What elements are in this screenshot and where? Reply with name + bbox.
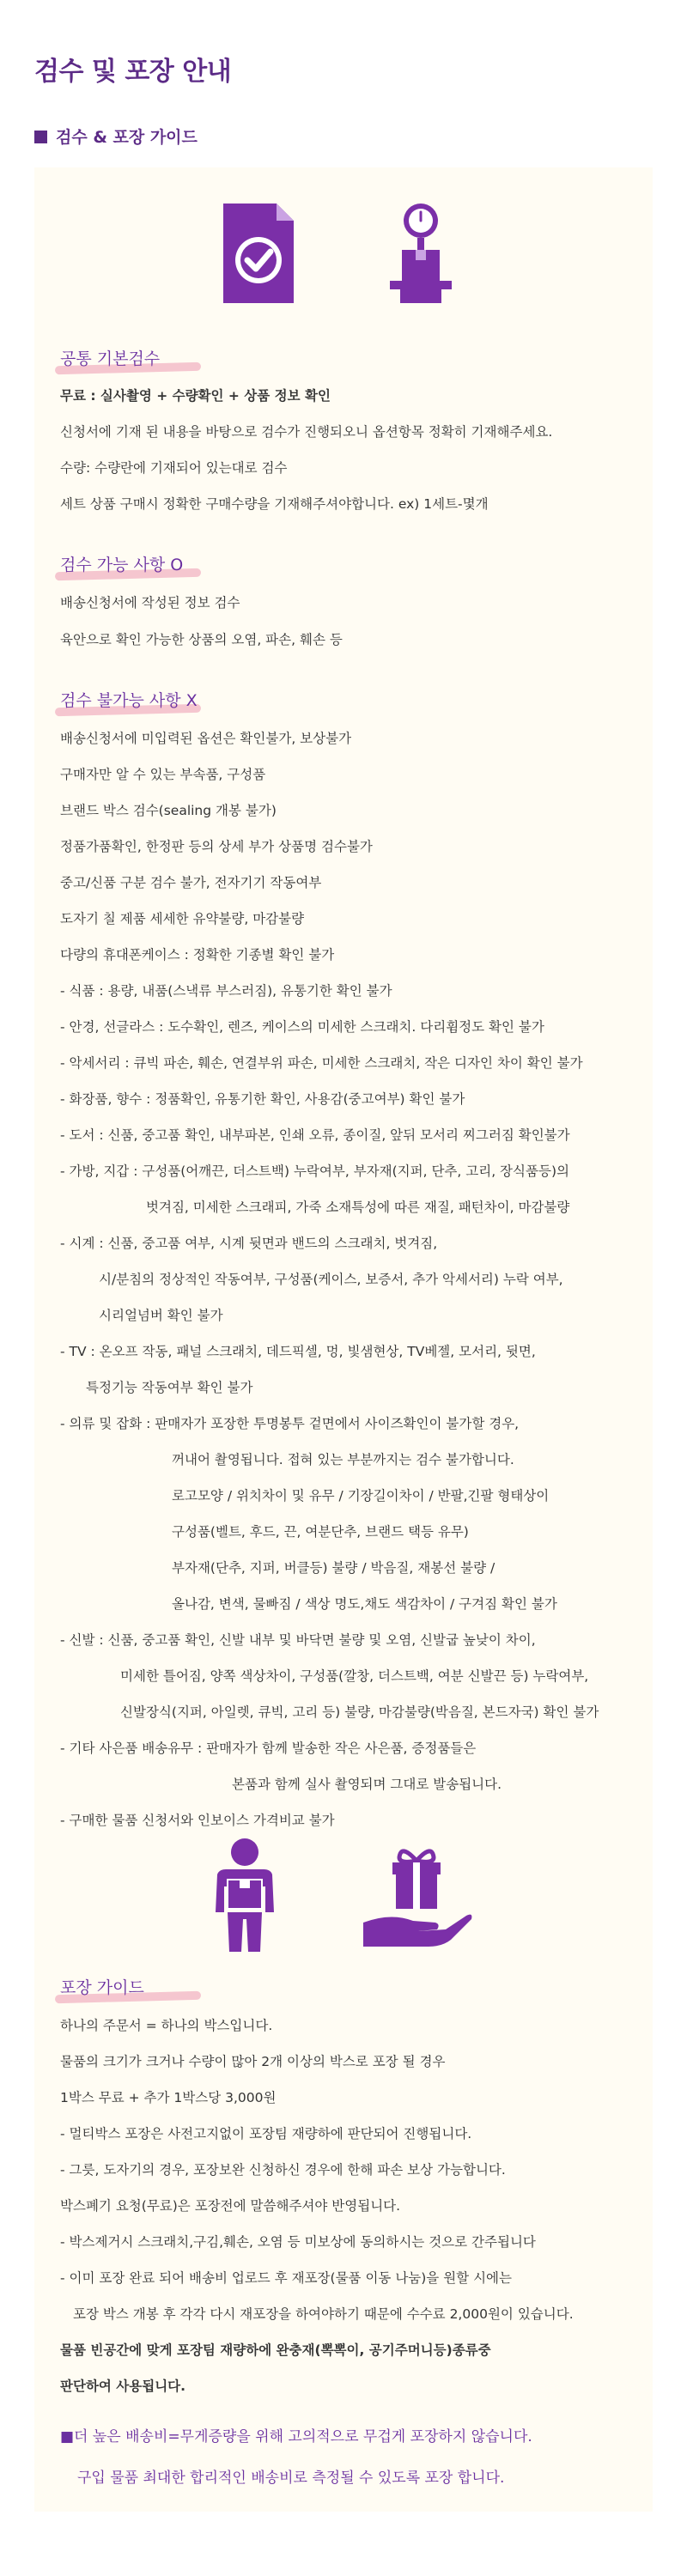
impossible-line: 브랜드 박스 검수(sealing 개봉 불가) bbox=[60, 803, 277, 818]
impossible-line: 시리얼넘버 확인 불가 bbox=[99, 1308, 223, 1323]
impossible-line: 미세한 틀어짐, 양쪽 색상차이, 구성품(깔창, 더스트백, 여분 신발끈 등) 누락여부, bbox=[120, 1668, 589, 1684]
packing-line: - 그릇, 도자기의 경우, 포장보완 신청하신 경우에 한해 파손 보상 가능합니다. bbox=[60, 2162, 506, 2178]
packing-note-line: ■더 높은 배송비=무게증량을 위해 고의적으로 무겁게 포장하지 않습니다. bbox=[60, 2428, 532, 2445]
packing-line: 1박스 무료 + 추가 1박스당 3,000원 bbox=[60, 2090, 277, 2105]
basic-line-4: 세트 상품 구매시 정확한 구매수량을 기재해주셔야합니다. ex) 1세트-몇개 bbox=[60, 496, 489, 512]
packing-line: - 이미 포장 완료 되어 배송비 업로드 후 재포장(물품 이동 나눔)을 원할 시에는 bbox=[60, 2270, 513, 2286]
impossible-line: 벗겨짐, 미세한 스크래피, 가죽 소재특성에 따른 재질, 패턴차이, 마감불량 bbox=[146, 1200, 570, 1215]
basic-line-1: 무료 : 실사촬영 + 수량확인 + 상품 정보 확인 bbox=[60, 388, 331, 404]
impossible-line: 신발장식(지퍼, 아일렛, 큐빅, 고리 등) 불량, 마감불량(박음질, 본드자국) 확인 불가 bbox=[120, 1704, 599, 1720]
impossible-line: - 기타 사은품 배송유무 : 판매자가 함께 발송한 작은 사은품, 증정품들은 bbox=[60, 1741, 477, 1756]
impossible-line: 올나감, 변색, 물빠짐 / 색상 명도,채도 색감차이 / 구겨짐 확인 불가 bbox=[172, 1596, 557, 1612]
impossible-line: - 구매한 물품 신청서와 인보이스 가격비교 불가 bbox=[60, 1813, 335, 1828]
section-heading-basic: 공통 기본검수 bbox=[60, 346, 160, 369]
impossible-line: 본품과 함께 실사 촬영되며 그대로 발송됩니다. bbox=[232, 1777, 502, 1792]
middle-icon-row bbox=[34, 1833, 653, 1953]
section-heading-possible: 검수 가능 사항 O bbox=[60, 552, 183, 575]
impossible-line: - 가방, 지갑 : 구성품(어깨끈, 더스트백) 누락여부, 부자재(지퍼, 단추, 고리, 장식품등)의 bbox=[60, 1163, 569, 1179]
impossible-line: - 안경, 선글라스 : 도수확인, 렌즈, 케이스의 미세한 스크래치. 다리휨정도 확인 불가 bbox=[60, 1019, 544, 1035]
packing-line: 판단하여 사용됩니다. bbox=[60, 2379, 186, 2394]
packing-line: 포장 박스 개봉 후 각각 다시 재포장을 하여야하기 때문에 수수료 2,000원이 있습니다. bbox=[73, 2306, 574, 2322]
impossible-line: 정품가품확인, 한정판 등의 상세 부가 상품명 검수불가 bbox=[60, 839, 373, 854]
basic-line-2: 신청서에 기재 된 내용을 바탕으로 검수가 진행되오니 옵션항목 정확히 기재해주세요. bbox=[60, 424, 553, 440]
impossible-line: 배송신청서에 미입력된 옵션은 확인불가, 보상불가 bbox=[60, 731, 352, 746]
section-heading-impossible: 검수 불가능 사항 X bbox=[60, 688, 198, 711]
page-title: 검수 및 포장 안내 bbox=[34, 57, 232, 87]
possible-line-2: 육안으로 확인 가능한 상품의 오염, 파손, 훼손 등 bbox=[60, 632, 343, 647]
packing-line: - 멀티박스 포장은 사전고지없이 포장팀 재량하에 판단되어 진행됩니다. bbox=[60, 2126, 472, 2142]
section-heading-packing: 포장 가이드 bbox=[60, 1975, 144, 1998]
packing-line: - 박스제거시 스크래치,구김,훼손, 오염 등 미보상에 동의하시는 것으로 간주됩니다 bbox=[60, 2234, 536, 2250]
basic-line-3: 수량: 수량란에 기재되어 있는대로 검수 bbox=[60, 460, 288, 476]
impossible-line: 꺼내어 촬영됩니다. 접혀 있는 부분까지는 검수 불가합니다. bbox=[172, 1452, 514, 1467]
packing-line: 물품의 크기가 크거나 수량이 많아 2개 이상의 박스로 포장 될 경우 bbox=[60, 2054, 446, 2069]
impossible-line: 중고/신품 구분 검수 불가, 전자기기 작동여부 bbox=[60, 875, 322, 890]
impossible-line: 부자재(단추, 지퍼, 버클등) 불량 / 박음질, 재봉선 불량 / bbox=[172, 1560, 495, 1576]
guide-subtitle bbox=[34, 125, 198, 148]
impossible-line: - 도서 : 신품, 중고품 확인, 내부파본, 인쇄 오류, 종이질, 앞뒤 모서리 찌그러짐 확인불가 bbox=[60, 1127, 570, 1143]
possible-line-1: 배송신청서에 작성된 정보 검수 bbox=[60, 595, 240, 611]
impossible-line: 특정기능 작동여부 확인 불가 bbox=[86, 1380, 253, 1395]
impossible-line: - 의류 및 잡화 : 판매자가 포장한 투명봉투 겉면에서 사이즈확인이 불가할 경우, bbox=[60, 1416, 520, 1431]
impossible-line: 다량의 휴대폰케이스 : 정확한 기종별 확인 불가 bbox=[60, 947, 335, 963]
gift-hand-icon bbox=[356, 1833, 477, 1953]
guide-panel bbox=[34, 167, 653, 2512]
packing-line: 박스폐기 요청(무료)은 포장전에 말씀해주셔야 반영됩니다. bbox=[60, 2198, 401, 2214]
packing-note-line: 구입 물품 최대한 합리적인 배송비로 측정될 수 있도록 포장 합니다. bbox=[77, 2470, 505, 2487]
scale-icon bbox=[361, 193, 481, 313]
impossible-line: - TV : 온오프 작동, 패널 스크래치, 데드픽셀, 멍, 빛샘현상, TV베젤, 모서리, 뒷면, bbox=[60, 1344, 536, 1359]
impossible-line: 도자기 칠 제품 세세한 유약불량, 마감불량 bbox=[60, 911, 305, 927]
impossible-line: - 식품 : 용량, 내품(스낵류 부스러짐), 유통기한 확인 불가 bbox=[60, 983, 392, 999]
impossible-line: - 시계 : 신품, 중고품 여부, 시계 뒷면과 밴드의 스크래치, 벗겨짐, bbox=[60, 1236, 438, 1251]
impossible-line: - 화장품, 향수 : 정품확인, 유통기한 확인, 사용감(중고여부) 확인 불가 bbox=[60, 1091, 465, 1107]
impossible-line: 구매자만 알 수 있는 부속품, 구성품 bbox=[60, 767, 266, 782]
top-icon-row bbox=[34, 193, 653, 313]
impossible-line: 시/분침의 정상적인 작동여부, 구성품(케이스, 보증서, 추가 악세서리) 누락 여부, bbox=[99, 1272, 563, 1287]
delivery-person-icon bbox=[185, 1833, 305, 1953]
impossible-line: - 악세서리 : 큐빅 파손, 훼손, 연결부위 파손, 미세한 스크래치, 작은 디자인 차이 확인 불가 bbox=[60, 1055, 583, 1071]
square-bullet-icon bbox=[34, 131, 47, 143]
impossible-line: 구성품(벨트, 후드, 끈, 여분단추, 브랜드 택등 유무) bbox=[172, 1524, 469, 1540]
packing-line: 하나의 주문서 = 하나의 박스입니다. bbox=[60, 2018, 273, 2033]
document-check-icon bbox=[198, 193, 318, 313]
packing-line: 물품 빈공간에 맞게 포장팀 재량하에 완충재(뽁뽁이, 공기주머니등)종류중 bbox=[60, 2342, 491, 2358]
impossible-line: - 신발 : 신품, 중고품 확인, 신발 내부 및 바닥면 불량 및 오염, 신발굽 높낮이 차이, bbox=[60, 1632, 536, 1648]
guide-subtitle-text: 검수 & 포장 가이드 bbox=[56, 128, 198, 147]
impossible-line: 로고모양 / 위치차이 및 유무 / 기장길이차이 / 반팔,긴팔 형태상이 bbox=[172, 1488, 550, 1504]
